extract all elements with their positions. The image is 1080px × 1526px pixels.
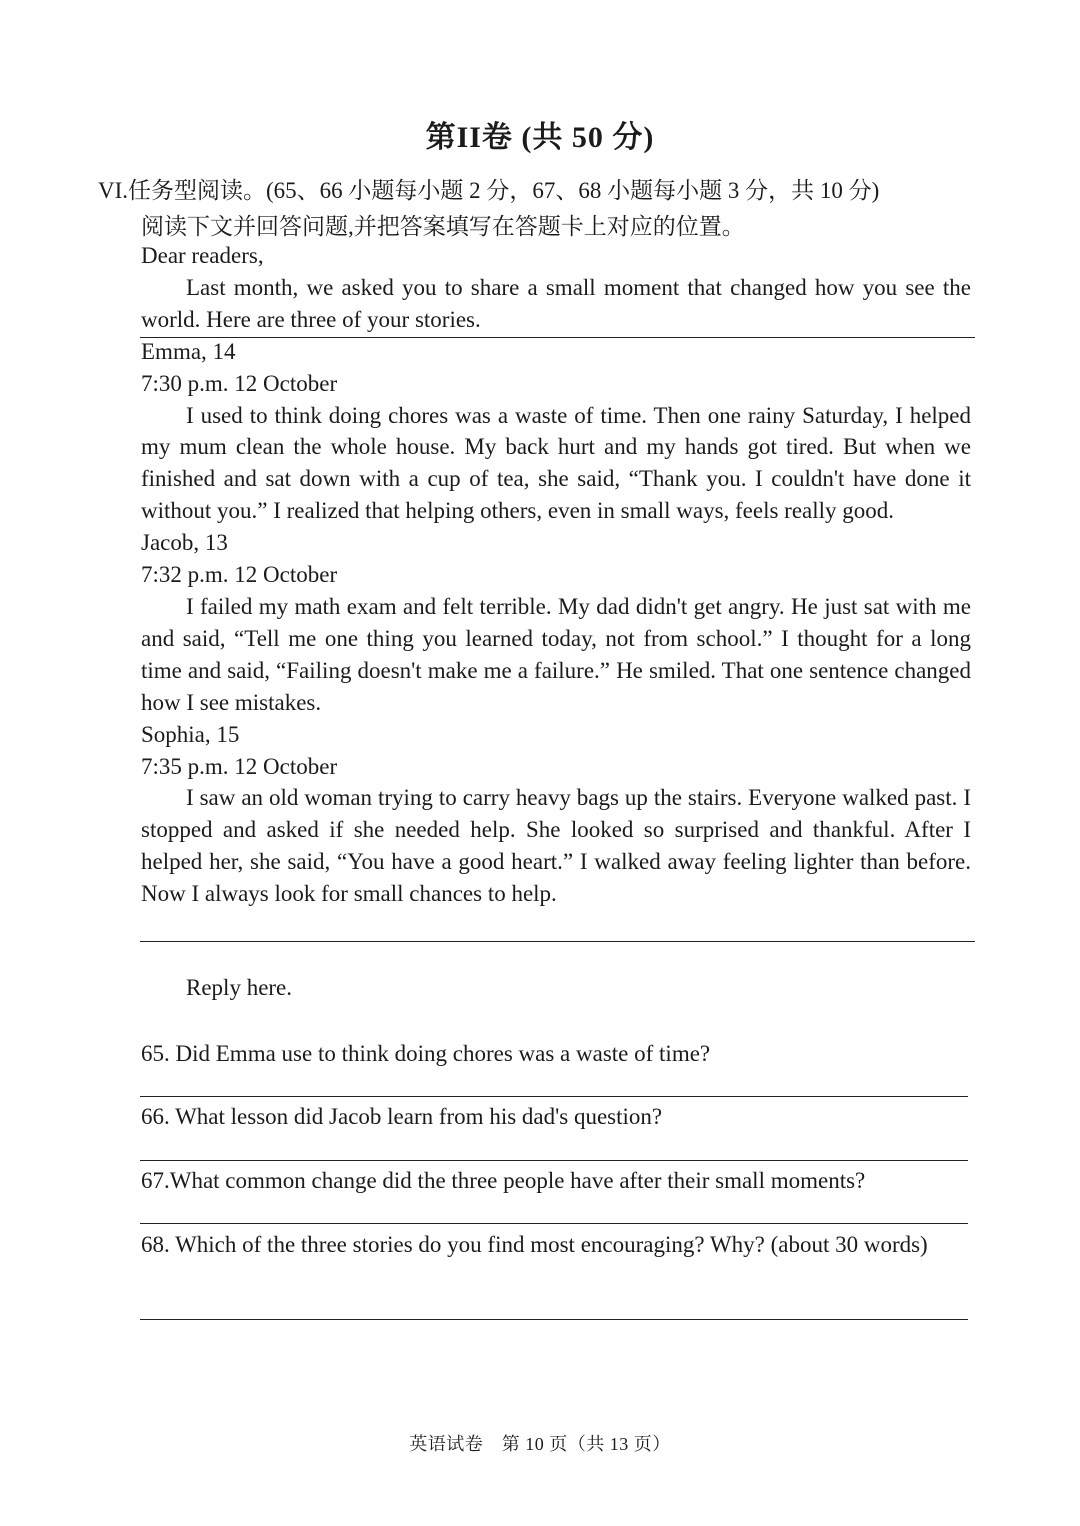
story-time: 7:30 p.m. 12 October [141,370,338,396]
story-time: 7:32 p.m. 12 October [141,562,338,588]
answer-line-65[interactable] [140,1096,968,1097]
letter-intro: Last month, we asked you to share a small moment that changed how you see the world. Here are three of your stories. [141,274,971,332]
paper-title: 第II卷 (共 50 分) [425,121,655,154]
stories-divider [140,941,975,942]
answer-line-68[interactable] [140,1319,968,1320]
story-text: I saw an old woman trying to carry heavy bags up the stairs. Everyone walked past. I stopped and asked if she needed help. She looked so surprised and thankful. After I helped her, she said, “You have a good heart.” I walked away feeling lighter than before. Now I always look for small chances to help. [141,785,971,907]
answer-line-66[interactable] [140,1160,968,1161]
letter-greeting: Dear readers, [141,243,264,268]
reading-passage [141,240,971,910]
story-author: Emma, 14 [141,338,236,364]
answer-line-67[interactable] [140,1223,968,1224]
question-67: 67.What common change did the three people have after their small moments? [141,1168,866,1193]
question-68: 68. Which of the three stories do you find most encouraging? Why? (about 30 words) [141,1232,928,1257]
story-author: Jacob, 13 [141,530,228,556]
section-heading: VI.任务型阅读。(65、66 小题每小题 2 分，67、68 小题每小题 3 分，共 10 分) [98,178,880,203]
page-footer: 英语试卷 第 10 页（共 13 页） [409,1434,671,1454]
reply-label: Reply here. [186,975,293,1000]
story-time: 7:35 p.m. 12 October [141,753,338,779]
story-text: I used to think doing chores was a waste of time. Then one rainy Saturday, I helped my mum clean the whole house. My back hurt and my hands got tired. But when we finished and sat down with a cup of tea, she said, “Thank you. I couldn't have done it without you.” I realized that helping others, even in small ways, feels really good. [141,402,971,524]
question-66: 66. What lesson did Jacob learn from his dad's question? [141,1104,663,1129]
story-text: I failed my math exam and felt terrible. My dad didn't get angry. He just sat with me and said, “Tell me one thing you learned today, not from school.” I thought for a long time and said, “Failing doesn't make me a failure.” He smiled. That one sentence changed how I see mistakes. [141,593,971,715]
intro-divider [140,337,975,338]
section-instruction: 阅读下文并回答问题,并把答案填写在答题卡上对应的位置。 [141,214,745,239]
story-author: Sophia, 15 [141,721,240,747]
question-65: 65. Did Emma use to think doing chores was a waste of time? [141,1041,711,1066]
